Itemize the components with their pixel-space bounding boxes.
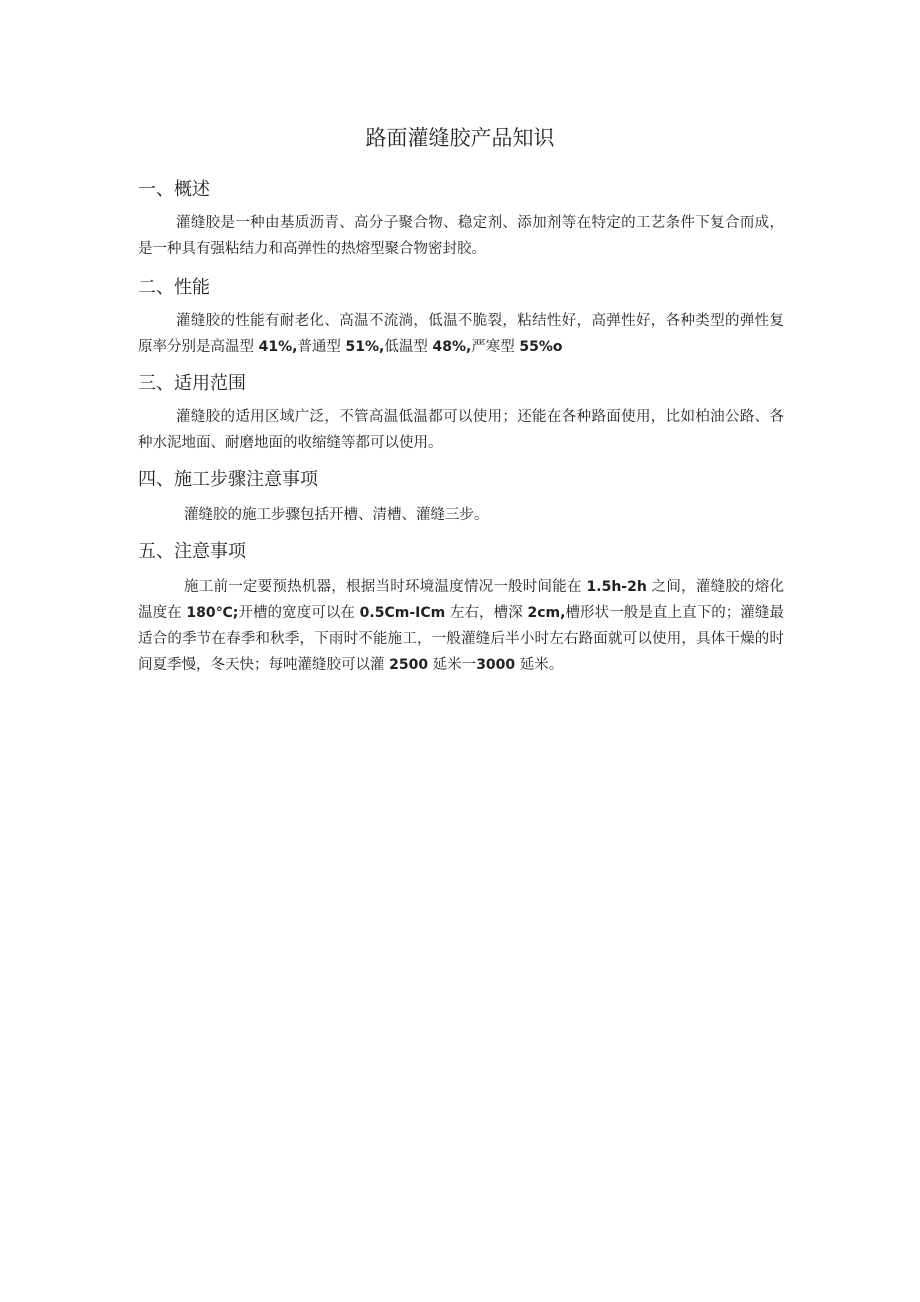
precautions-value-depth: 2cm, <box>527 605 566 621</box>
performance-value-normal: 51%, <box>345 339 385 355</box>
precautions-text-1: 施工前一定要预热机器，根据当时环境温度情况一般时间能在 <box>184 579 587 595</box>
precautions-text-6: 延米一 <box>428 657 477 673</box>
precautions-text-2: 之间，灌缝胶的熔化温度在 <box>138 579 785 621</box>
precautions-value-min-length: 2500 <box>389 657 429 673</box>
section-text-scope: 灌缝胶的适用区域广泛，不管高温低温都可以使用；还能在各种路面使用，比如柏油公路、各种水泥地面、耐磨地面的收缩缝等都可以使用。 <box>138 409 784 451</box>
precautions-value-time: 1.5h-2h <box>586 579 647 595</box>
document-title: 路面灌缝胶产品知识 <box>365 126 555 150</box>
performance-value-severe-cold: 55%o <box>519 339 563 355</box>
precautions-value-temperature: 180℃; <box>186 605 239 621</box>
section-text-construction-steps: 灌缝胶的施工步骤包括开槽、清槽、灌缝三步。 <box>184 507 489 523</box>
section-text-precautions <box>138 574 784 678</box>
performance-text-2: 普通型 <box>297 339 346 355</box>
section-heading-performance: 二、性能 <box>138 277 210 298</box>
performance-text-3: 低温型 <box>384 339 433 355</box>
precautions-value-max-length: 3000 <box>476 657 516 673</box>
performance-text-1: 灌缝胶的性能有耐老化、高温不流淌，低温不脆裂，粘结性好，高弹性好，各种类型的弹性复原率分别是高温型 <box>138 313 784 355</box>
section-heading-construction-steps: 四、施工步骤注意事项 <box>138 469 318 490</box>
precautions-text-3: 开槽的宽度可以在 <box>238 605 360 621</box>
performance-value-high-temp: 41%, <box>258 339 298 355</box>
section-heading-scope: 三、适用范围 <box>138 373 246 394</box>
section-heading-precautions: 五、注意事项 <box>138 541 246 562</box>
precautions-text-5: 槽形状一般是直上直下的；灌缝最适合的季节在春季和秋季，下雨时不能施工，一般灌缝后半小时左右路面就可以使用，具体干燥的时间夏季慢，冬天快；每吨灌缝胶可以灌 <box>138 605 785 673</box>
precautions-text-7: 延米。 <box>515 657 564 673</box>
section-heading-overview: 一、概述 <box>138 179 210 200</box>
precautions-text-4: 左右，槽深 <box>445 605 528 621</box>
precautions-value-width: 0.5Cm-ICm <box>359 605 446 621</box>
section-text-performance <box>138 308 784 360</box>
performance-text-4: 严寒型 <box>471 339 520 355</box>
performance-value-low-temp: 48%, <box>432 339 472 355</box>
section-text-overview: 灌缝胶是一种由基质沥青、高分子聚合物、稳定剂、添加剂等在特定的工艺条件下复合而成，是一种具有强粘结力和高弹性的热熔型聚合物密封胶。 <box>138 215 784 257</box>
